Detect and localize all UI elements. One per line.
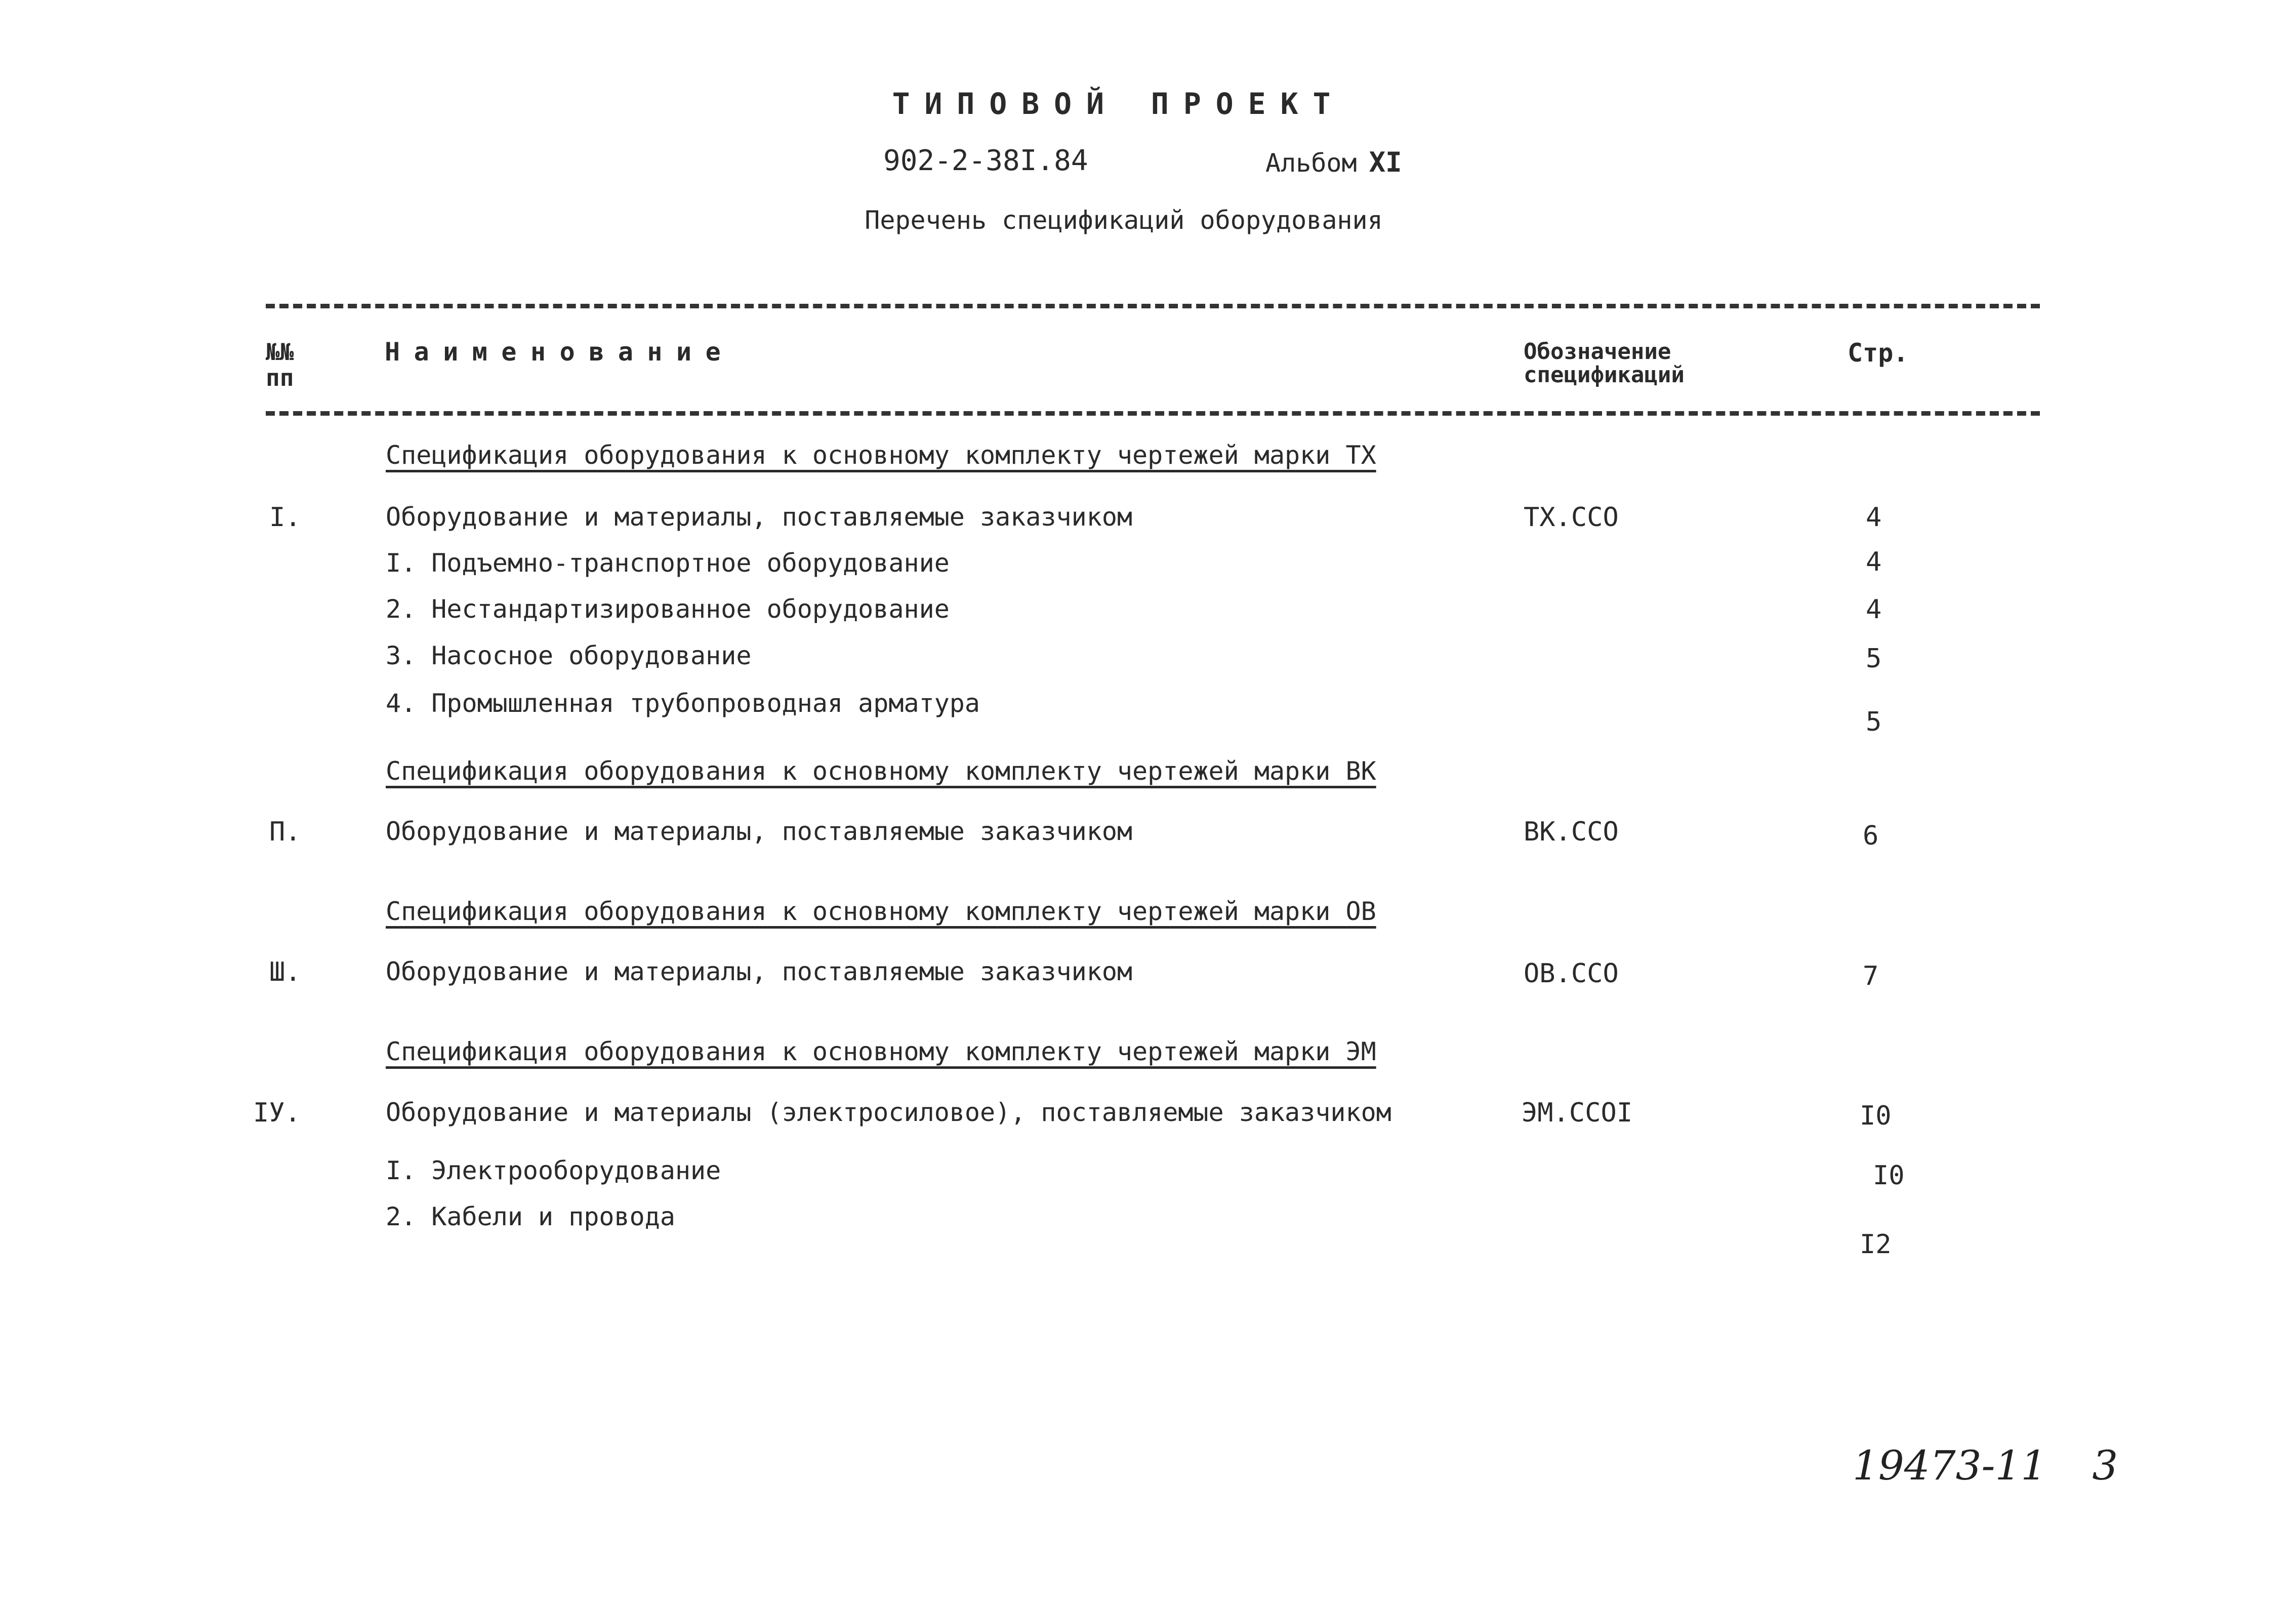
project-code: 902-2-38I.84	[883, 144, 1088, 177]
section-caption-ov: Спецификация оборудования к основному комплекту чертежей марки ОВ	[386, 897, 1376, 926]
column-header-page: Стр.	[1848, 338, 1909, 368]
album-number: XI	[1369, 146, 1402, 178]
row-number: IУ.	[253, 1098, 301, 1128]
album-label	[1265, 146, 1402, 178]
row-designation: ТХ.ССО	[1524, 502, 1619, 533]
row-name: 2. Нестандартизированное оборудование	[386, 594, 950, 624]
column-header-designation-line1: Обозначение	[1524, 339, 1671, 365]
row-number: I.	[269, 502, 301, 533]
row-designation: ЭМ.ССОI	[1522, 1098, 1633, 1128]
album-word: Альбом	[1265, 148, 1357, 178]
row-name: Оборудование и материалы, поставляемые заказчиком	[386, 502, 1133, 532]
row-page: 6	[1863, 821, 1879, 851]
row-designation: ОВ.ССО	[1524, 958, 1619, 989]
section-caption-em: Спецификация оборудования к основному комплекту чертежей марки ЭМ	[386, 1037, 1376, 1066]
row-name: 4. Промышленная трубопроводная арматура	[386, 689, 980, 718]
column-header-number-line2: пп	[266, 364, 294, 391]
row-page: 4	[1866, 547, 1882, 577]
row-name: 2. Кабели и провода	[386, 1202, 675, 1231]
row-name: Оборудование и материалы (электросиловое), поставляемые заказчиком	[386, 1098, 1391, 1127]
row-page: 5	[1866, 707, 1882, 737]
row-page: I2	[1860, 1229, 1892, 1260]
row-page: 4	[1866, 502, 1882, 533]
column-header-name: Наименование	[385, 337, 735, 367]
column-header-number-line1: №№	[266, 338, 294, 366]
section-caption-tx: Спецификация оборудования к основному комплекту чертежей марки ТХ	[386, 440, 1376, 470]
row-name: I. Электрооборудование	[386, 1156, 721, 1185]
sheet-page-number: 3	[2092, 1442, 2118, 1489]
row-page: 7	[1863, 961, 1879, 991]
column-header-designation-line2: спецификаций	[1524, 362, 1685, 388]
row-page: 5	[1866, 644, 1882, 674]
handwritten-sheet-mark	[1853, 1442, 2118, 1489]
row-page: 4	[1866, 594, 1882, 625]
row-designation: ВК.ССО	[1524, 817, 1619, 847]
header-top-rule	[266, 304, 2040, 308]
row-name: I. Подъемно-транспортное оборудование	[386, 548, 950, 578]
row-number: П.	[269, 817, 301, 847]
section-caption-vk: Спецификация оборудования к основному комплекту чертежей марки ВК	[386, 756, 1376, 786]
row-page: I0	[1860, 1101, 1892, 1131]
row-number: Ш.	[269, 957, 301, 987]
row-name: Оборудование и материалы, поставляемые заказчиком	[386, 817, 1133, 846]
column-header-designation	[1524, 340, 1685, 387]
row-name: 3. Насосное оборудование	[386, 641, 752, 670]
row-page: I0	[1873, 1160, 1905, 1191]
column-header-number	[266, 339, 294, 390]
handwritten-number: 19473-11	[1853, 1442, 2047, 1489]
row-name: Оборудование и материалы, поставляемые заказчиком	[386, 957, 1133, 986]
document-title: ТИПОВОЙ ПРОЕКТ	[892, 87, 1345, 121]
header-bottom-rule	[266, 411, 2040, 416]
document-subtitle: Перечень спецификаций оборудования	[865, 206, 1383, 235]
